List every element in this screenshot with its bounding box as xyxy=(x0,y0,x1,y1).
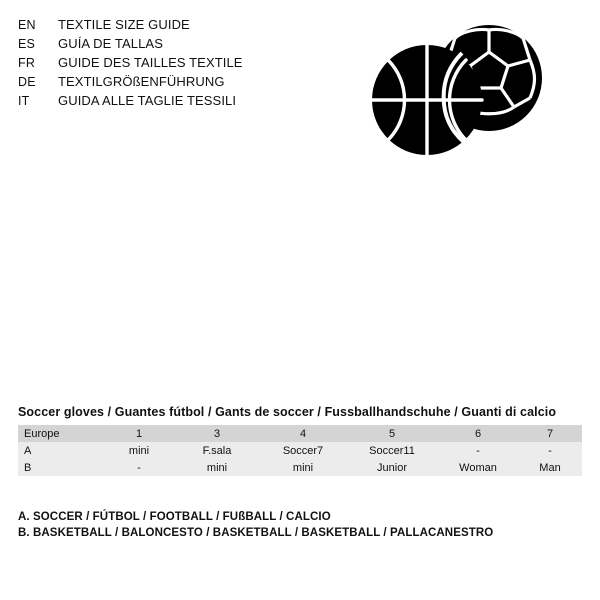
column-header: 5 xyxy=(346,425,438,442)
size-chart xyxy=(18,405,582,476)
row-label: A xyxy=(18,442,104,459)
legend-row xyxy=(18,53,358,72)
legend-language-text: TEXTILGRÖßENFÜHRUNG xyxy=(58,74,225,89)
legend-language-code: EN xyxy=(18,18,36,32)
column-header: 4 xyxy=(260,425,346,442)
footnote-b: B. BASKETBALL / BALONCESTO / BASKETBALL / BASKETBALL / PALLACANESTRO xyxy=(18,527,494,539)
column-header: 3 xyxy=(174,425,260,442)
row-label: B xyxy=(18,459,104,476)
legend-language-text: GUIDE DES TAILLES TEXTILE xyxy=(58,55,243,70)
table-cell: mini xyxy=(104,442,174,459)
legend-row xyxy=(18,15,358,34)
table-cell: mini xyxy=(174,459,260,476)
table-row xyxy=(18,459,582,476)
legend-language-text: GUIDA ALLE TAGLIE TESSILI xyxy=(58,93,237,108)
basketball-icon xyxy=(372,45,482,155)
table-header-row xyxy=(18,425,582,442)
legend-language-code: IT xyxy=(18,94,30,108)
size-chart-title: Soccer gloves / Guantes fútbol / Gants de soccer / Fussballhandschuhe / Guanti di calcio xyxy=(18,405,557,419)
size-chart-table xyxy=(18,425,582,476)
table-cell: Woman xyxy=(438,459,518,476)
table-cell: mini xyxy=(260,459,346,476)
legend-row xyxy=(18,91,358,110)
column-header: 6 xyxy=(438,425,518,442)
column-header: Europe xyxy=(18,425,104,442)
legend-row xyxy=(18,72,358,91)
chart-footnotes xyxy=(18,509,578,541)
footnote-a: A. SOCCER / FÚTBOL / FOOTBALL / FUßBALL / CALCIO xyxy=(18,511,331,523)
table-cell: - xyxy=(518,442,582,459)
legend-language-text: TEXTILE SIZE GUIDE xyxy=(58,17,190,32)
language-legend xyxy=(18,15,358,110)
table-row xyxy=(18,442,582,459)
table-cell: F.sala xyxy=(174,442,260,459)
sports-balls-illustration xyxy=(358,22,558,167)
legend-language-text: GUÍA DE TALLAS xyxy=(58,36,163,51)
table-cell: - xyxy=(438,442,518,459)
legend-language-code: DE xyxy=(18,75,36,89)
legend-language-code: ES xyxy=(18,37,36,51)
column-header: 7 xyxy=(518,425,582,442)
table-cell: Man xyxy=(518,459,582,476)
legend-language-code: FR xyxy=(18,56,36,70)
table-cell: Junior xyxy=(346,459,438,476)
legend-row xyxy=(18,34,358,53)
column-header: 1 xyxy=(104,425,174,442)
table-cell: Soccer11 xyxy=(346,442,438,459)
table-cell: - xyxy=(104,459,174,476)
table-cell: Soccer7 xyxy=(260,442,346,459)
